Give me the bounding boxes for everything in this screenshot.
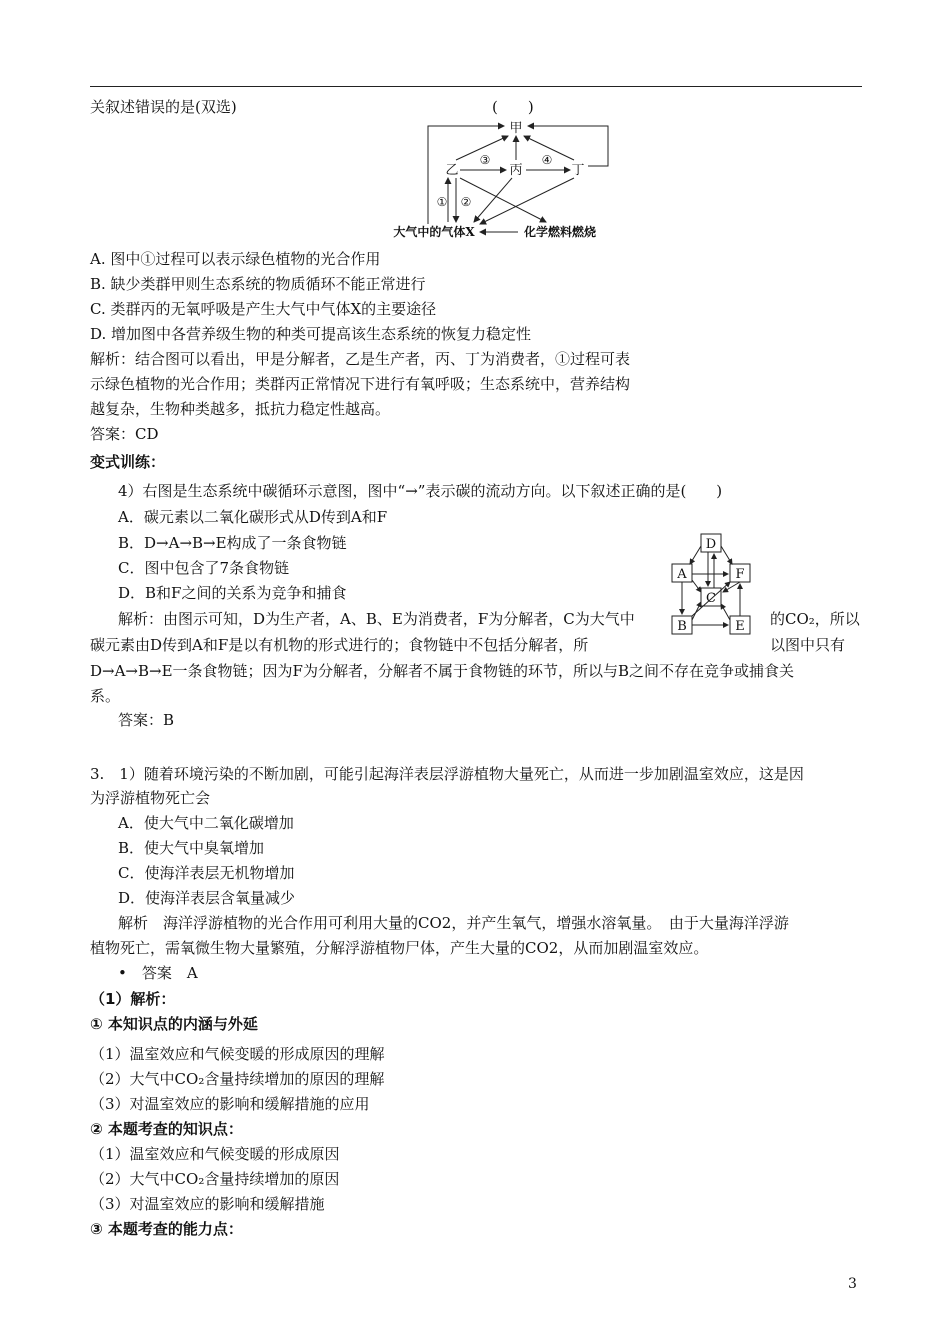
carbon-cycle-diagram-2 [668, 530, 758, 640]
q3-stem-2: 为浮游植物死亡会 [90, 789, 211, 807]
q4-explanation-2a: 碳元素由D传到A和F是以有机物的形式进行的；食物链中不包括分解者，所 [90, 636, 589, 654]
q3-option-a: A．使大气中二氧化碳增加 [118, 814, 294, 832]
node-air-x: 大气中的气体X [393, 225, 475, 239]
analysis-heading: （1）解析： [90, 990, 176, 1008]
answer-line: 答案：CD [90, 425, 159, 443]
box-b: B [677, 619, 687, 634]
label-c2: ② [460, 195, 472, 209]
q4-answer: 答案：B [118, 711, 175, 729]
q4-option-c: C．图中包含了7条食物链 [118, 559, 290, 577]
q3-option-c: C．使海洋表层无机物增加 [118, 864, 295, 882]
answer-bracket: ( ) [492, 98, 534, 116]
q4-option-b: B．D→A→B→E构成了一条食物链 [118, 534, 347, 552]
section-heading-variant: 变式训练： [90, 453, 166, 471]
q3-option-b: B．使大气中臭氧增加 [118, 839, 265, 857]
explanation-line-1: 解析：结合图可以看出，甲是分解者，乙是生产者，丙、丁为消费者，①过程可表 [90, 350, 631, 368]
knowledge-item-2: （2）大气中CO₂含量持续增加的原因的理解 [90, 1070, 385, 1088]
node-fuel: 化学燃料燃烧 [523, 225, 597, 239]
tested-item-2: （2）大气中CO₂含量持续增加的原因 [90, 1170, 340, 1188]
box-a: A [677, 567, 687, 582]
q3-stem-1: 3. 1）随着环境污染的不断加剧，可能引起海洋表层浮游植物大量死亡，从而进一步加剧温室效应，这是因 [90, 765, 804, 783]
option-a: A. 图中①过程可以表示绿色植物的光合作用 [90, 250, 381, 268]
option-b: B. 缺少类群甲则生态系统的物质循环不能正常进行 [90, 275, 426, 293]
label-c3: ③ [479, 153, 491, 167]
q3-answer: • 答案 A [118, 964, 198, 982]
q4-explanation-1b: 的CO₂，所以 [770, 610, 860, 628]
carbon-cycle-diagram-1 [390, 118, 640, 240]
q3-explanation-1: 解析 海洋浮游植物的光合作用可利用大量的CO2，并产生氧气，增强水溶氧量。 由于大量海洋浮游 [118, 914, 789, 932]
q4-explanation-3: D→A→B→E一条食物链；因为F为分解者，分解者不属于食物链的环节，所以与B之间不存在竞争或捕食关 [90, 662, 794, 680]
q3-explanation-2: 植物死亡，需氧微生物大量繁殖，分解浮游植物尸体，产生大量的CO2，从而加剧温室效应。 [90, 939, 709, 957]
q4-option-d: D．B和F之间的关系为竞争和捕食 [118, 584, 347, 602]
node-yi: 乙 [445, 163, 459, 178]
label-c1: ① [436, 195, 448, 209]
q4-explanation-2b: 以图中只有 [770, 636, 846, 654]
ability-heading: ③ 本题考查的能力点： [90, 1220, 243, 1238]
header-rule [90, 86, 862, 87]
box-c: C [706, 591, 716, 606]
q4-stem: 4）右图是生态系统中碳循环示意图，图中“→”表示碳的流动方向。以下叙述正确的是( ) [118, 482, 723, 500]
node-ding: 丁 [571, 163, 585, 178]
q4-option-a: A．碳元素以二氧化碳形式从D传到A和F [118, 508, 388, 526]
page-number: 3 [848, 1276, 857, 1292]
knowledge-item-1: （1）温室效应和气候变暖的形成原因的理解 [90, 1045, 385, 1063]
node-jia: 甲 [509, 121, 523, 136]
tested-points-heading: ② 本题考查的知识点： [90, 1120, 243, 1138]
explanation-line-3: 越复杂，生物种类越多，抵抗力稳定性越高。 [90, 400, 391, 418]
q4-explanation-4: 系。 [90, 687, 121, 705]
question-stem-end: 关叙述错误的是(双选) [90, 98, 237, 116]
knowledge-item-3: （3）对温室效应的影响和缓解措施的应用 [90, 1095, 370, 1113]
box-d: D [705, 537, 717, 552]
node-bing: 丙 [509, 163, 523, 178]
q3-option-d: D．使海洋表层含氧量减少 [118, 889, 296, 907]
q4-explanation-1a: 解析：由图示可知，D为生产者，A、B、E为消费者，F为分解者，C为大气中 [118, 610, 635, 628]
explanation-line-2: 示绿色植物的光合作用；类群丙正常情况下进行有氧呼吸；生态系统中，营养结构 [90, 375, 631, 393]
option-d: D. 增加图中各营养级生物的种类可提高该生态系统的恢复力稳定性 [90, 325, 532, 343]
box-f: F [735, 567, 745, 582]
tested-item-1: （1）温室效应和气候变暖的形成原因 [90, 1145, 340, 1163]
tested-item-3: （3）对温室效应的影响和缓解措施 [90, 1195, 325, 1213]
label-c4: ④ [541, 153, 553, 167]
knowledge-heading: ① 本知识点的内涵与外延 [90, 1015, 258, 1033]
box-e: E [735, 619, 745, 634]
option-c: C. 类群丙的无氧呼吸是产生大气中气体X的主要途径 [90, 300, 437, 318]
